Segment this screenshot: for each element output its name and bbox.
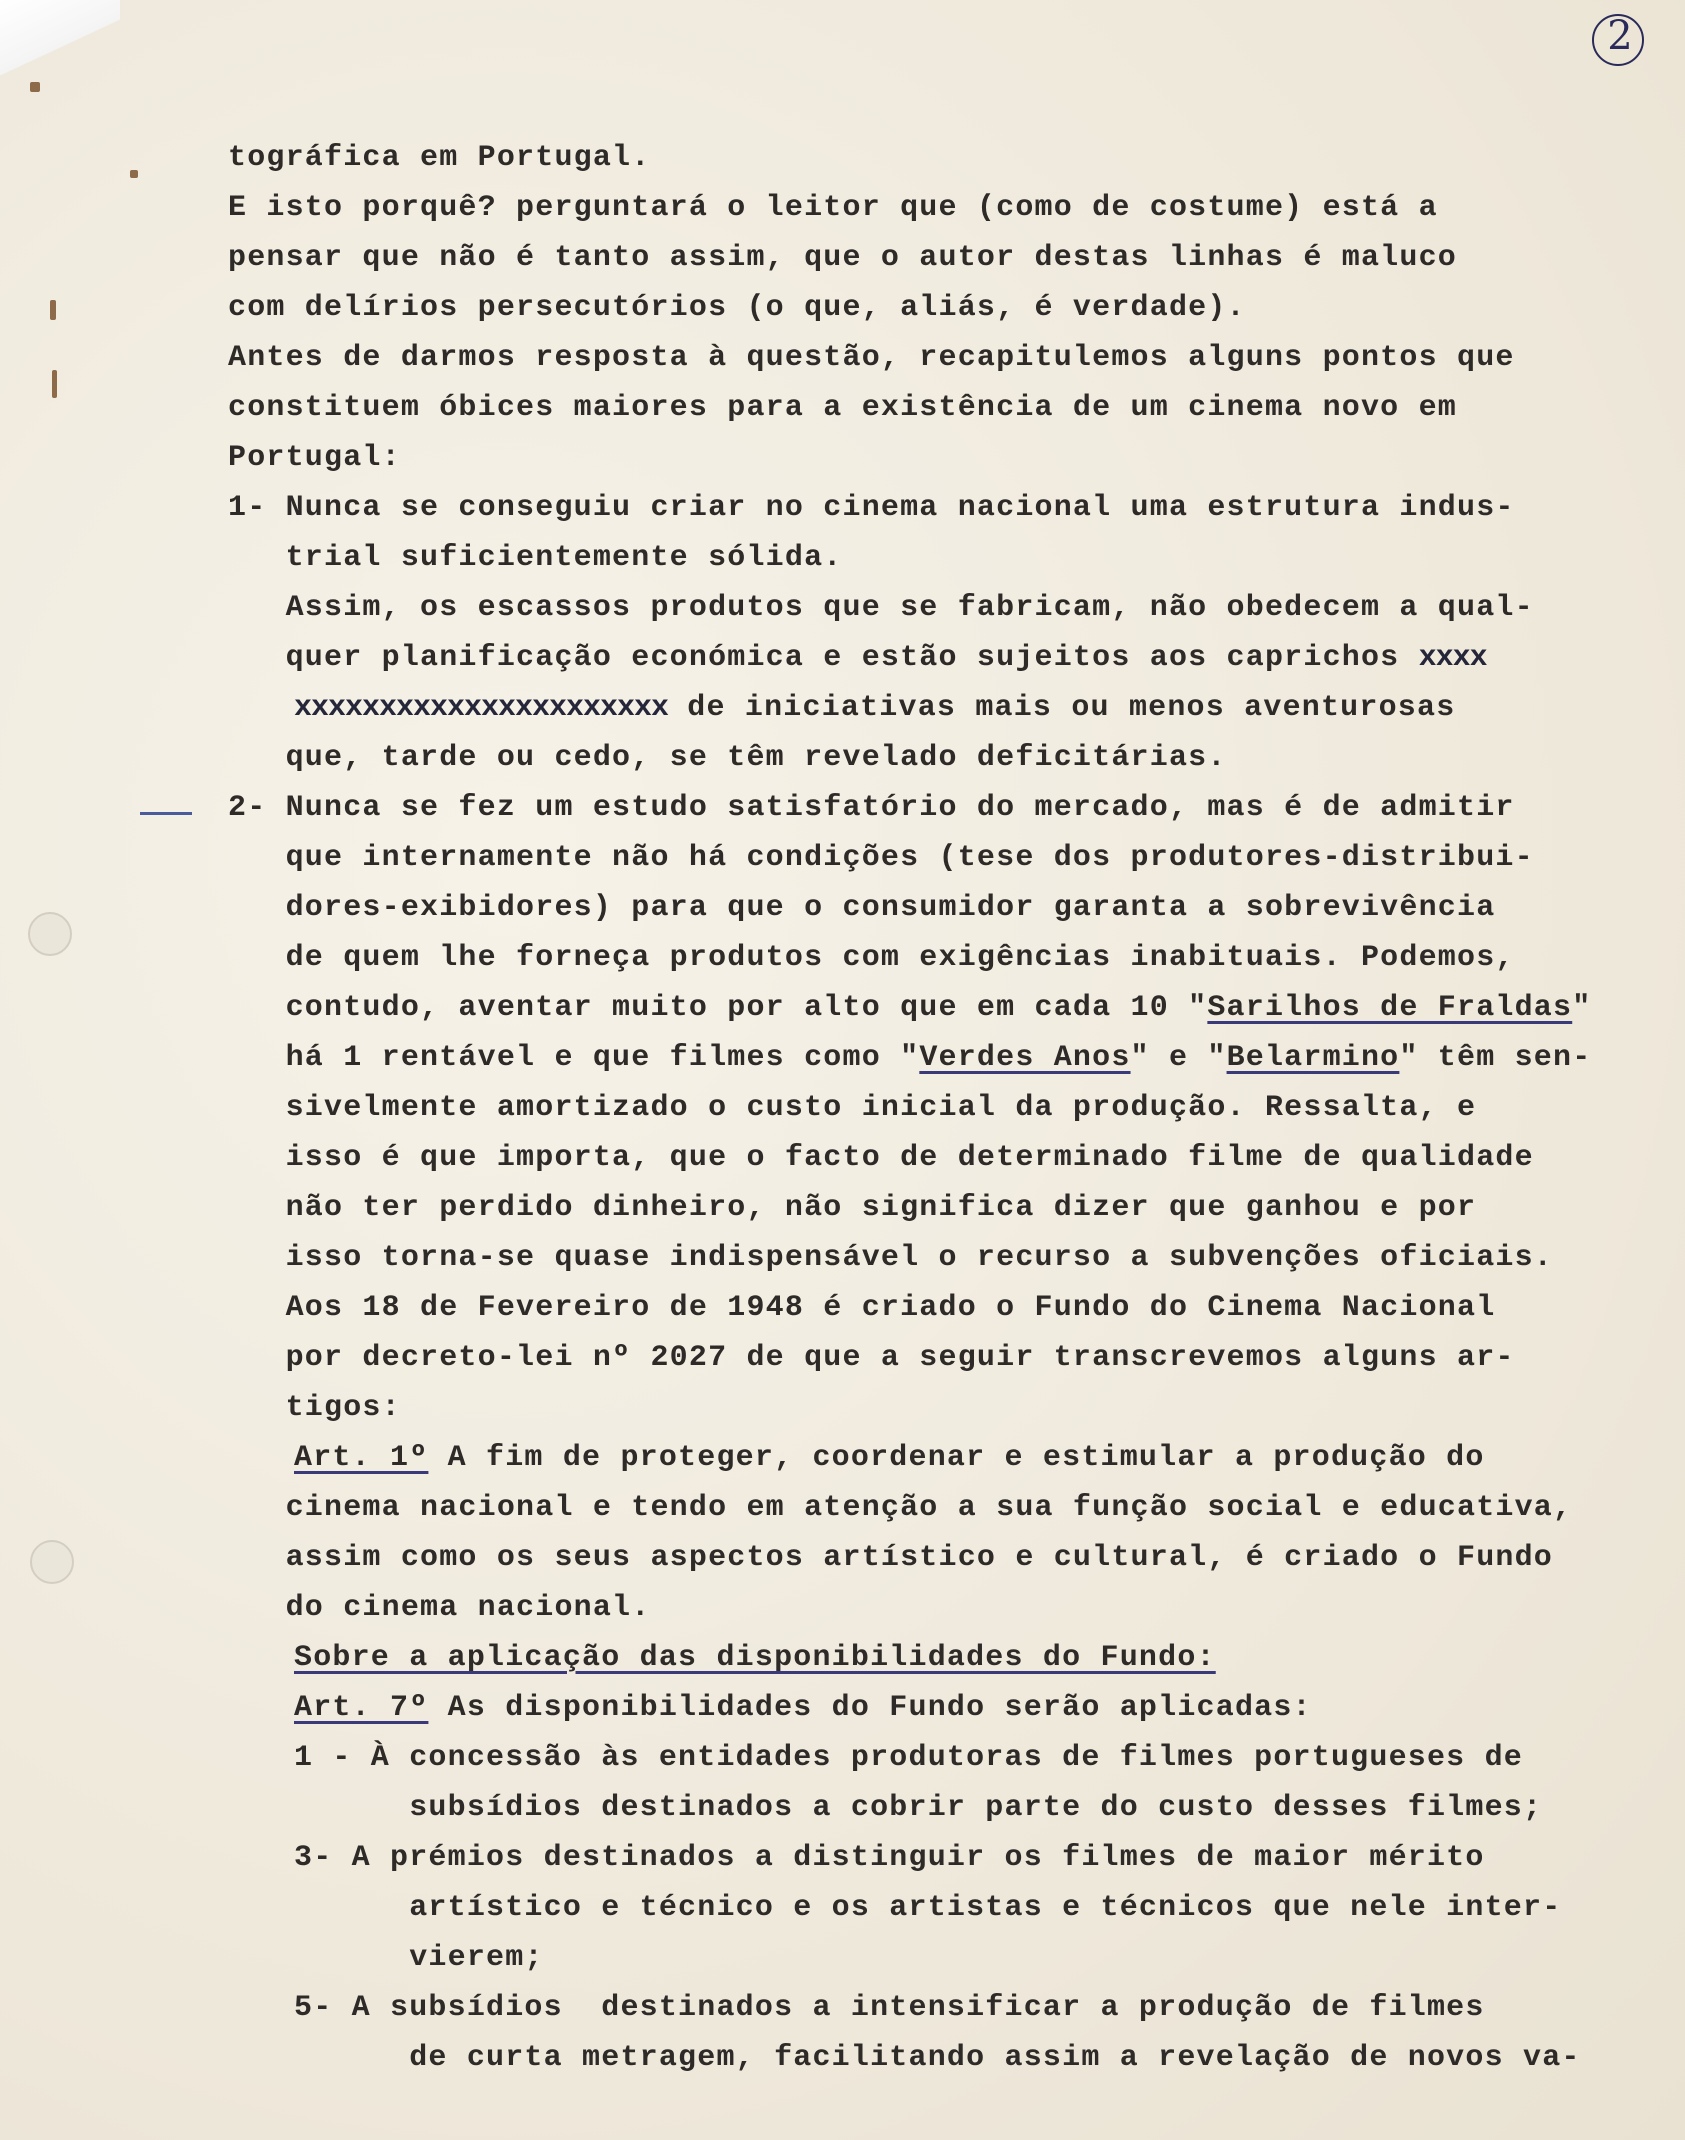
text-line: trial suficientemente sólida. — [228, 541, 843, 575]
page-number: 2 — [1590, 6, 1650, 66]
film-title: Belarmino — [1226, 1041, 1400, 1075]
film-title: Sarilhos de Fraldas — [1207, 991, 1573, 1025]
text-line — [294, 1638, 1216, 1678]
text-line: que, tarde ou cedo, se têm revelado deficitárias. — [228, 741, 1227, 775]
article-label: Art. 7º — [294, 1691, 429, 1725]
text-line: Aos 18 de Fevereiro de 1948 é criado o Fundo do Cinema Nacional — [228, 1291, 1496, 1325]
text-line: Portugal: — [228, 441, 401, 475]
text-line: artístico e técnico e os artistas e técnicos que nele inter- — [294, 1891, 1562, 1925]
paper-speck — [30, 82, 40, 92]
text-line: vierem; — [294, 1941, 544, 1975]
text-line: 1- Nunca se conseguiu criar no cinema nacional uma estrutura indus- — [228, 491, 1515, 525]
text-fragment: quer planificação económica e estão sujeitos aos caprichos — [228, 641, 1400, 675]
text-fragment: de iniciativas mais ou menos aventurosas — [687, 691, 1456, 725]
text-line: assim como os seus aspectos artístico e cultural, é criado o Fundo — [228, 1541, 1554, 1575]
text-line — [294, 1688, 1312, 1728]
text-line: tográfica em Portugal. — [228, 141, 651, 175]
text-line: isso é que importa, que o facto de determinado filme de qualidade — [228, 1141, 1534, 1175]
text-line: de quem lhe forneça produtos com exigências inabituais. Podemos, — [228, 941, 1515, 975]
paper-speck — [50, 300, 56, 320]
text-line: 5- A subsídios destinados a intensificar a produção de filmes — [294, 1991, 1485, 2025]
text-fragment: contudo, aventar muito por alto que em cada 10 " — [228, 991, 1208, 1025]
text-line: dores-exibidores) para que o consumidor garanta a sobrevivência — [228, 891, 1496, 925]
text-line: 1 - À concessão às entidades produtoras de filmes portugueses de — [294, 1741, 1523, 1775]
text-line: constituem óbices maiores para a existência de um cinema novo em — [228, 391, 1457, 425]
struck-text: xxxxxxxxxxxxxxxxxxxxxx — [294, 691, 669, 725]
text-line: subsídios destinados a cobrir parte do custo desses filmes; — [294, 1791, 1543, 1825]
torn-corner — [0, 0, 120, 80]
text-line — [294, 688, 1455, 728]
text-fragment: " e " — [1130, 1041, 1227, 1075]
punch-hole — [30, 1540, 74, 1584]
text-fragment: As disponibilidades do Fundo serão aplicadas: — [428, 1691, 1312, 1725]
text-line: de curta metragem, facilitando assim a revelação de novos va- — [294, 2041, 1581, 2075]
text-line: pensar que não é tanto assim, que o autor destas linhas é maluco — [228, 241, 1457, 275]
text-line: do cinema nacional. — [228, 1591, 651, 1625]
text-line: Assim, os escassos produtos que se fabricam, não obedecem a qual- — [228, 591, 1534, 625]
article-label: Art. 1º — [294, 1441, 429, 1475]
text-line: Antes de darmos resposta à questão, recapitulemos alguns pontos que — [228, 341, 1515, 375]
film-title: Verdes Anos — [919, 1041, 1131, 1075]
punch-hole — [28, 912, 72, 956]
margin-pen-mark — [140, 812, 192, 815]
text-line: sivelmente amortizado o custo inicial da produção. Ressalta, e — [228, 1091, 1477, 1125]
text-line: E isto porquê? perguntará o leitor que (como de costume) está a — [228, 191, 1438, 225]
text-line — [294, 1438, 1485, 1478]
text-fragment: " — [1572, 991, 1592, 1025]
text-line — [228, 988, 1591, 1028]
section-heading: Sobre a aplicação das disponibilidades do Fundo: — [294, 1641, 1216, 1675]
text-fragment: há 1 rentável e que filmes como " — [228, 1041, 920, 1075]
text-fragment: " têm sen- — [1399, 1041, 1592, 1075]
text-line: 3- A prémios destinados a distinguir os filmes de maior mérito — [294, 1841, 1485, 1875]
text-line: não ter perdido dinheiro, não significa dizer que ganhou e por — [228, 1191, 1477, 1225]
struck-text: xxxx — [1418, 641, 1487, 675]
text-line — [228, 638, 1487, 678]
text-line: tigos: — [228, 1391, 401, 1425]
text-line: que internamente não há condições (tese dos produtores-distribui- — [228, 841, 1534, 875]
text-line: com delírios persecutórios (o que, aliás, é verdade). — [228, 291, 1246, 325]
text-fragment: A fim de proteger, coordenar e estimular a produção do — [428, 1441, 1485, 1475]
text-line: isso torna-se quase indispensável o recurso a subvenções oficiais. — [228, 1241, 1554, 1275]
paper-speck — [52, 370, 57, 398]
paper-speck — [130, 170, 138, 178]
text-line — [228, 1038, 1591, 1078]
text-line: cinema nacional e tendo em atenção a sua função social e educativa, — [228, 1491, 1573, 1525]
text-line: por decreto-lei nº 2027 de que a seguir transcrevemos alguns ar- — [228, 1341, 1515, 1375]
text-line: 2- Nunca se fez um estudo satisfatório do mercado, mas é de admitir — [228, 791, 1515, 825]
